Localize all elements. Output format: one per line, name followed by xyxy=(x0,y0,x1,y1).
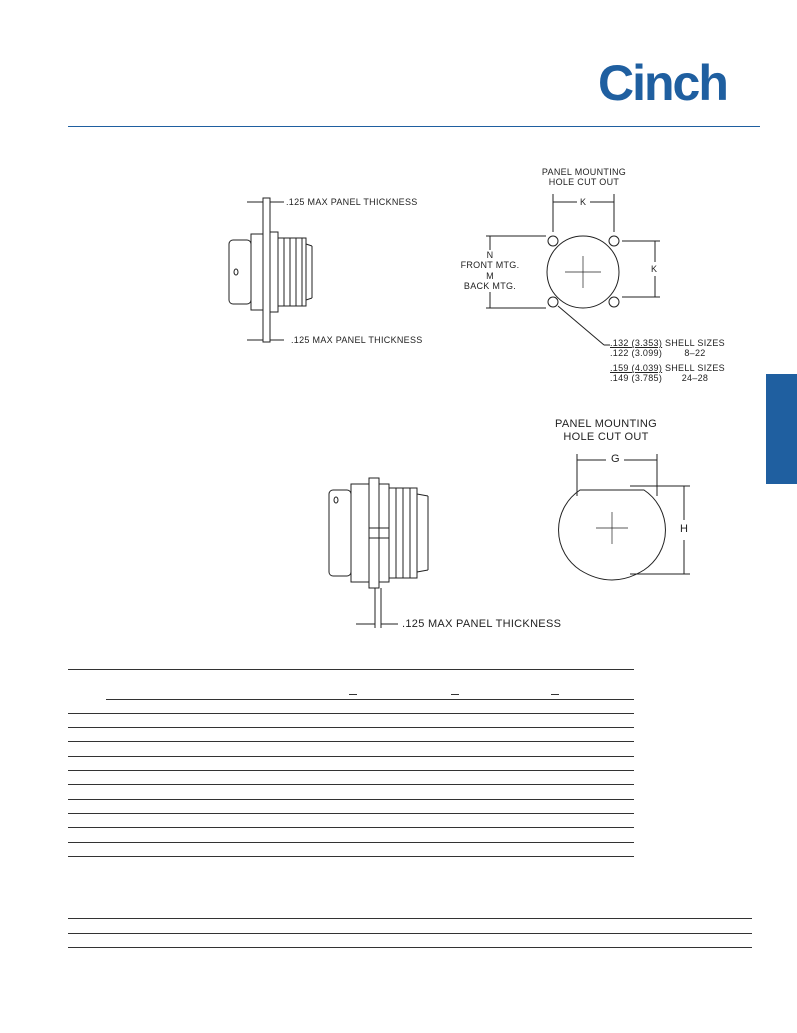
table-row xyxy=(68,727,634,728)
label-back-mtg: BACK MTG. xyxy=(463,281,517,292)
hole-spec-2-bottom: .149 (3.785) xyxy=(610,373,663,384)
footer-rule xyxy=(68,918,752,919)
hole-spec-1-range: 8–22 xyxy=(684,348,706,359)
dim-h: H xyxy=(680,523,689,535)
table-row xyxy=(68,799,634,800)
bottom-connector-side-view xyxy=(329,478,428,628)
panel-thickness-top-label: .125 MAX PANEL THICKNESS xyxy=(286,197,418,207)
table-row xyxy=(68,784,634,785)
table-row xyxy=(68,813,634,814)
bottom-cutout-title xyxy=(550,418,662,443)
table-rule xyxy=(349,694,357,695)
table-row xyxy=(68,713,634,714)
table-row xyxy=(68,741,634,742)
hole-spec-1 xyxy=(610,338,725,359)
table-row xyxy=(68,770,634,771)
hole-spec-2 xyxy=(610,363,725,384)
hole-spec-2-range: 24–28 xyxy=(681,373,709,384)
table-row xyxy=(68,756,634,757)
dim-k-side: K xyxy=(651,264,658,274)
table-rule xyxy=(451,694,459,695)
cinch-logo: Cinch xyxy=(598,55,727,111)
table-row xyxy=(68,842,634,843)
table-rule xyxy=(106,699,634,700)
hole-spec-1-label: SHELL SIZES xyxy=(664,338,725,348)
bottom-cutout-title-line1: PANEL MOUNTING xyxy=(555,418,657,430)
top-connector-side-view xyxy=(229,198,312,342)
hole-spec-1-top: .132 (3.353) xyxy=(610,338,663,348)
table-row xyxy=(68,856,634,857)
label-n: N xyxy=(486,250,494,260)
footer-rule xyxy=(68,933,752,934)
bottom-cutout-view xyxy=(559,454,690,580)
label-m: M xyxy=(486,270,494,281)
dim-g: G xyxy=(611,453,620,465)
table-rule xyxy=(68,669,634,670)
hole-spec-2-label: SHELL SIZES xyxy=(664,363,725,373)
bottom-cutout-title-line2: HOLE CUT OUT xyxy=(563,430,649,443)
top-cutout-title-line1: PANEL MOUNTING xyxy=(541,167,627,177)
table-row xyxy=(68,827,634,828)
panel-thickness-bottom-label: .125 MAX PANEL THICKNESS xyxy=(291,335,423,345)
table-rule xyxy=(551,694,559,695)
top-cutout-title xyxy=(534,167,634,188)
hole-spec-1-bottom: .122 (3.099) xyxy=(610,348,663,359)
footer-rule xyxy=(68,947,752,948)
hole-spec-2-top: .159 (4.039) xyxy=(610,363,663,373)
dim-k-top: K xyxy=(580,197,587,207)
label-front-mtg: FRONT MTG. xyxy=(460,260,520,271)
top-cutout-title-line2: HOLE CUT OUT xyxy=(548,177,620,188)
bottom-panel-thickness-label: .125 MAX PANEL THICKNESS xyxy=(402,618,562,630)
front-mtg-label xyxy=(458,250,522,291)
